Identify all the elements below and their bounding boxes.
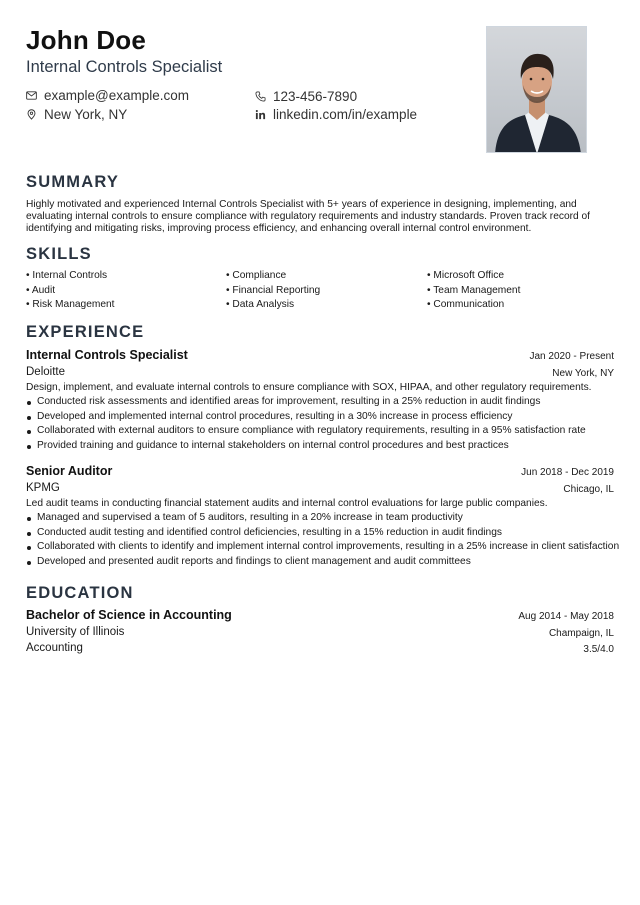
contact-phone[interactable] — [255, 89, 357, 104]
education-dates: Aug 2014 - May 2018 — [518, 611, 614, 622]
job-bullets — [26, 395, 586, 453]
skill-item: • Financial Reporting — [226, 284, 321, 296]
job-title: Internal Controls Specialist — [26, 348, 188, 362]
major: Accounting — [26, 642, 83, 654]
job-bullets — [26, 511, 619, 569]
list-item: Conducted audit testing and identified control deficiencies, resulting in a 15% reduction in audit findings — [26, 526, 619, 541]
job-company: KPMG — [26, 482, 60, 494]
location-text: New York, NY — [44, 107, 128, 122]
job-location: Chicago, IL — [563, 484, 614, 495]
linkedin-icon — [255, 109, 266, 120]
job-dates: Jan 2020 - Present — [529, 351, 614, 362]
skill-item: • Communication — [427, 299, 505, 310]
job-description: Led audit teams in conducting financial statement audits and internal control evaluations for large public companies. — [26, 498, 548, 509]
email-text: example@example.com — [44, 88, 190, 103]
skill-item: • Microsoft Office — [427, 270, 504, 281]
map-pin-icon — [26, 109, 37, 120]
degree-title: Bachelor of Science in Accounting — [26, 608, 232, 622]
candidate-name: John Doe — [26, 25, 147, 55]
list-item: Developed and implemented internal control procedures, resulting in a 30% increase in process efficiency — [26, 410, 586, 425]
job-description: Design, implement, and evaluate internal controls to ensure compliance with SOX, HIPAA, and other regulatory requirements. — [26, 382, 592, 393]
list-item: Provided training and guidance to internal stakeholders on internal control procedures and best practices — [26, 439, 586, 454]
list-item: Collaborated with external auditors to ensure compliance with regulatory requirements, resulting in a 95% satisfaction rate — [26, 424, 586, 439]
list-item: Conducted risk assessments and identified areas for improvement, resulting in a 25% reduction in audit findings — [26, 395, 586, 410]
list-item: Developed and presented audit reports and findings to client management and audit committees — [26, 555, 619, 570]
linkedin-text: linkedin.com/in/example — [273, 107, 418, 122]
school-name: University of Illinois — [26, 626, 125, 638]
job-location: New York, NY — [552, 368, 614, 379]
list-item: Collaborated with clients to identify and implement internal control improvements, resulting in a 25% increase in client satisfaction — [26, 540, 619, 555]
job-company: Deloitte — [26, 366, 65, 378]
phone-text: 123-456-7890 — [273, 89, 358, 104]
skill-item: • Audit — [26, 284, 56, 296]
skill-item: • Internal Controls — [26, 270, 108, 281]
summary-heading: SUMMARY — [26, 173, 120, 191]
summary-text: Highly motivated and experienced Internal Controls Specialist with 5+ years of experience in designing, implementing, and evaluating internal controls to ensure compliance with regulatory requirements and industry standards. Proven track record of identifying and mitigating risks, improving process efficiency, and enhancing overall internal control environment. — [26, 199, 590, 235]
skill-item: • Data Analysis — [226, 299, 295, 310]
contact-location — [26, 107, 127, 122]
profile-photo — [486, 26, 587, 153]
experience-heading: EXPERIENCE — [26, 323, 145, 341]
contact-linkedin[interactable] — [255, 107, 417, 122]
skill-item: • Compliance — [226, 270, 287, 281]
mail-icon — [26, 90, 37, 101]
job-title: Senior Auditor — [26, 464, 113, 478]
gpa: 3.5/4.0 — [583, 644, 614, 655]
education-heading: EDUCATION — [26, 584, 134, 602]
skill-item: • Team Management — [427, 284, 521, 296]
contact-email[interactable] — [26, 88, 189, 103]
job-dates: Jun 2018 - Dec 2019 — [521, 467, 614, 478]
school-location: Champaign, IL — [548, 628, 614, 639]
candidate-title: Internal Controls Specialist — [26, 58, 223, 76]
phone-icon — [255, 91, 266, 102]
skill-item: • Risk Management — [26, 299, 115, 310]
list-item: Managed and supervised a team of 5 auditors, resulting in a 20% increase in team productivity — [26, 511, 619, 526]
skills-heading: SKILLS — [26, 245, 92, 263]
